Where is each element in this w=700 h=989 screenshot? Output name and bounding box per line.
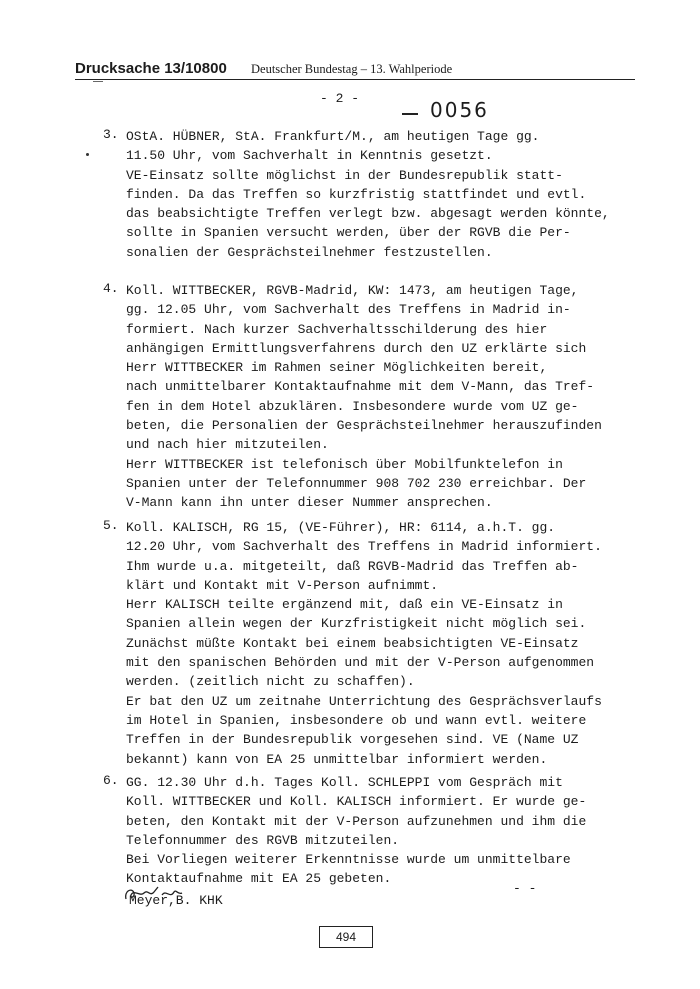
text-line: werden. (zeitlich nicht zu schaffen). [126,674,415,690]
text-line: Er bat den UZ um zeitnahe Unterrichtung des Gesprächsverlaufs [126,693,602,709]
header-rule [75,79,635,80]
signature-name: Meyer,B. KHK [129,893,223,908]
text-line: Kontaktaufnahme mit EA 25 gebeten. [126,871,392,887]
text-line: mit den spanischen Behörden und mit der V-Person aufgenommen [126,655,595,671]
text-line: Koll. WITTBECKER und Koll. KALISCH informiert. Er wurde ge- [126,794,587,810]
trailing-marks: - - [513,881,537,896]
text-line: Telefonnummer des RGVB mitzuteilen. [126,832,400,848]
footer-page-number: 494 [319,926,373,948]
item-number: 3. [103,127,119,142]
text-line: nach unmittelbarer Kontaktaufnahme mit dem V-Mann, das Tref- [126,379,595,395]
text-line: fen in dem Hotel abzuklären. Insbesondere wurde vom UZ ge- [126,398,579,414]
text-line: V-Mann kann ihn unter dieser Nummer ansprechen. [126,495,493,511]
text-line: Koll. KALISCH, RG 15, (VE-Führer), HR: 6114, a.h.T. gg. [126,520,556,535]
item-number: 4. [103,281,119,296]
text-line: 12.20 Uhr, vom Sachverhalt des Treffens in Madrid informiert. [126,539,602,555]
text-line: Koll. WITTBECKER, RGVB-Madrid, KW: 1473, am heutigen Tage, [126,283,579,298]
text-line: finden. Da das Treffen so kurzfristig stattfindet und evtl. [126,186,587,202]
item-number: 6. [103,773,119,788]
item-text [126,281,606,513]
text-line: sollte in Spanien versucht werden, über der RGVB die Per- [126,225,571,241]
text-line: beten, die Personalien der Gesprächsteilnehmer herauszufinden [126,418,602,434]
page-number: - 2 - [320,91,360,106]
bundestag-label: Deutscher Bundestag – 13. Wahlperiode [251,62,453,76]
text-line: Spanien unter der Telefonnummer 908 702 230 erreichbar. Der [126,475,587,491]
text-line: im Hotel in Spanien, insbesondere ob und wann evtl. weitere [126,712,587,728]
text-line: Ihm wurde u.a. mitgeteilt, daß RGVB-Madrid das Treffen ab- [126,558,579,574]
item-text [126,518,606,769]
margin-dot [86,153,89,156]
text-line: OStA. HÜBNER, StA. Frankfurt/M., am heutigen Tage gg. [126,129,540,144]
item-text [126,127,610,262]
page-header [75,60,635,80]
item-number: 5. [103,518,119,533]
text-line: Treffen in der Bundesrepublik vorgesehen sind. VE (Name UZ [126,732,579,748]
text-line: Herr WITTBECKER ist telefonisch über Mobilfunktelefon in [126,456,563,472]
text-line: und nach hier mitzuteilen. [126,437,329,453]
text-line: Spanien allein wegen der Kurzfristigkeit nicht möglich sei. [126,616,587,632]
header-tick-mark [93,81,103,82]
text-line: VE-Einsatz sollte möglichst in der Bundesrepublik statt- [126,167,563,183]
text-line: Bei Vorliegen weiterer Erkenntnisse wurde um unmittelbare [126,852,571,868]
text-line: sonalien der Gesprächsteilnehmer festzustellen. [126,244,493,260]
text-line: beten, den Kontakt mit der V-Person aufzunehmen und ihm die [126,813,587,829]
text-line: bekannt) kann von EA 25 unmittelbar informiert werden. [126,751,548,767]
item-text [126,773,606,889]
text-line: GG. 12.30 Uhr d.h. Tages Koll. SCHLEPPI vom Gespräch mit [126,775,563,790]
text-line: Zunächst müßte Kontakt bei einem beabsichtigten VE-Einsatz [126,635,579,651]
text-line: gg. 12.05 Uhr, vom Sachverhalt des Treffens in Madrid in- [126,302,571,318]
text-line: 11.50 Uhr, vom Sachverhalt in Kenntnis gesetzt. [126,148,493,164]
stamp-number: 0056 [430,98,489,122]
text-line: formiert. Nach kurzer Sachverhaltsschilderung des hier [126,321,548,337]
text-line: das beabsichtigte Treffen verlegt bzw. abgesagt werden könnte, [126,206,610,222]
drucksache-label: Drucksache 13/10800 [75,60,227,77]
stamp-dash [402,113,418,115]
text-line: Herr WITTBECKER im Rahmen seiner Möglichkeiten bereit, [126,360,548,376]
text-line: klärt und Kontakt mit V-Person aufnimmt. [126,577,439,593]
text-line: Herr KALISCH teilte ergänzend mit, daß ein VE-Einsatz in [126,597,563,613]
text-line: anhängigen Ermittlungsverfahrens durch den UZ erklärte sich [126,340,587,356]
